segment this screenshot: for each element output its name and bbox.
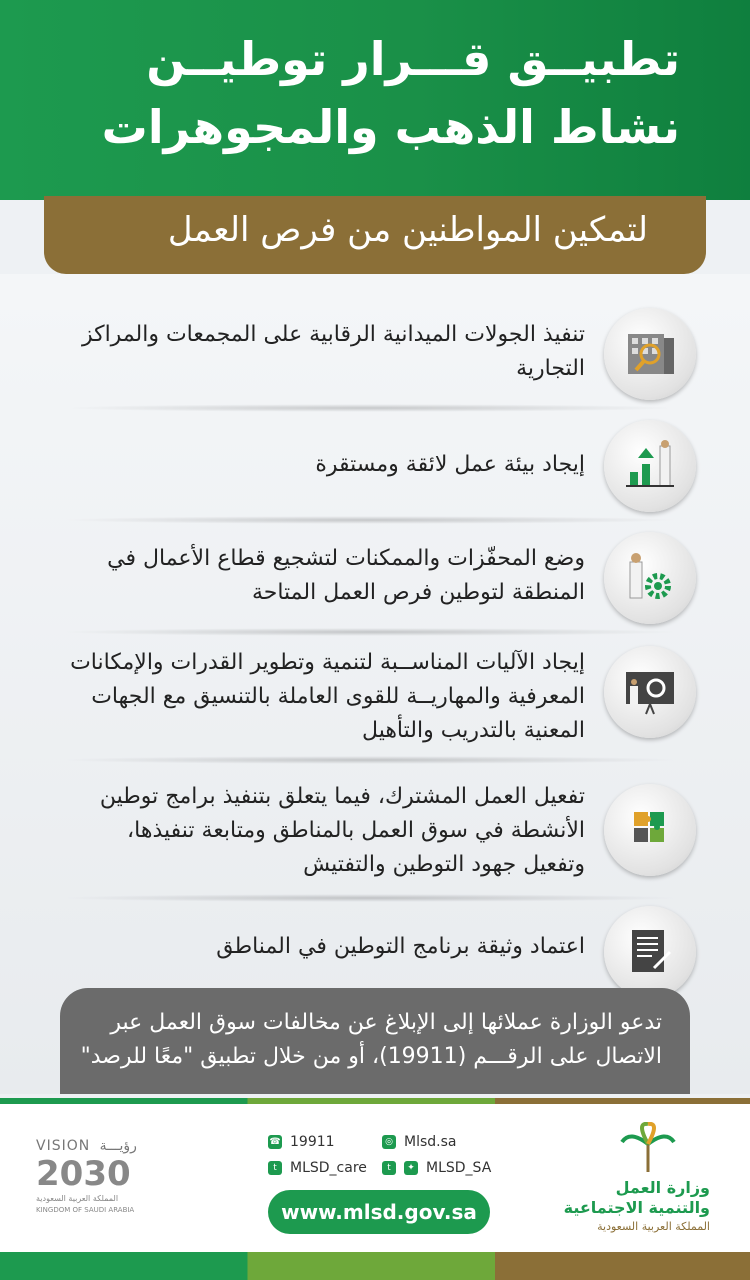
divider [60,756,680,764]
item-text: تنفيذ الجولات الميدانية الرقابية على المجمعات والمراكز التجارية [81,322,585,381]
instagram-icon: ◎ [382,1135,396,1149]
twitter-care-handle: MLSD_care [290,1160,367,1176]
divider [60,894,680,902]
growth-chart-person-icon [604,420,696,512]
bottom-band [0,1252,750,1280]
training-presentation-icon [604,646,696,738]
item-text: اعتماد وثيقة برنامج التوطين في المناطق [216,934,585,959]
item-text: وضع المحفّزات والممكنات لتشجيع قطاع الأعمال في المنطقة لتوطين فرص العمل المتاحة [107,546,585,605]
person-gear-icon [604,532,696,624]
title-line-1: تطبيــق قـــرار توطيــن [146,32,680,86]
instagram-handle: Mlsd.sa [404,1134,457,1150]
ministry-name-1: وزارة العمل [615,1178,710,1197]
vision-kingdom-ar: المملكة العربية السعودية [36,1194,119,1203]
footer [0,1104,750,1252]
item-text: إيجاد الآليات المناســبة لتنمية وتطوير القدرات والإمكانات المعرفية والمهاريــة للقوى العاملة بالتنسيق مع الجهات المعنية بالتدريب والتأهيل [70,650,585,743]
divider [60,628,680,636]
snapchat-icon: ✦ [404,1161,418,1175]
notice-box [60,988,690,1094]
ministry-logo [540,1114,710,1234]
item-text: تفعيل العمل المشترك، فيما يتعلق بتنفيذ برامج توطين الأنشطة في سوق العمل بالمناطق ومتابعة تنفيذها، وتفعيل جهود التوطين والتفتيش [99,784,585,877]
vision-year: 2030 [36,1154,131,1194]
puzzle-pieces-icon [604,784,696,876]
website-link[interactable]: www.mlsd.gov.sa [268,1190,490,1234]
ministry-name-2: والتنمية الاجتماعية [563,1198,710,1217]
header [0,0,750,200]
vision-label: VISION [36,1138,91,1154]
twitter-care-contact[interactable] [268,1160,367,1176]
title-line-2: نشاط الذهب والمجوهرات [101,100,680,154]
twitter-icon: t [382,1161,396,1175]
instagram-contact[interactable] [382,1134,456,1150]
palm-tree-icon [620,1122,676,1172]
subtitle: لتمكين المواطنين من فرص العمل [167,210,648,250]
subtitle-banner [44,196,706,274]
ministry-country: المملكة العربية السعودية [597,1220,710,1233]
phone-contact[interactable] [268,1134,335,1150]
divider [60,516,680,524]
phone-icon: ☎ [269,1137,281,1147]
twitter-icon: t [268,1161,282,1175]
item-text: إيجاد بيئة عمل لائقة ومستقرة [315,452,585,477]
notice-line-1: تدعو الوزارة عملائها إلى الإبلاغ عن مخالفات سوق العمل عبر [110,1010,662,1035]
building-magnifier-icon [604,308,696,400]
notice-line-2: الاتصال على الرقـــم (19911)، أو من خلال تطبيق "معًا للرصد" [80,1044,662,1069]
vision-kingdom-en: KINGDOM OF SAUDI ARABIA [36,1206,135,1214]
twitter-main-handle: MLSD_SA [426,1160,492,1176]
twitter-main-contact[interactable] [382,1160,491,1176]
phone-number: 19911 [290,1134,335,1150]
divider [60,404,680,412]
vision-arabic: رؤيـــة [99,1138,137,1154]
document-sign-icon [604,906,696,998]
vision-2030-logo [34,1138,164,1228]
